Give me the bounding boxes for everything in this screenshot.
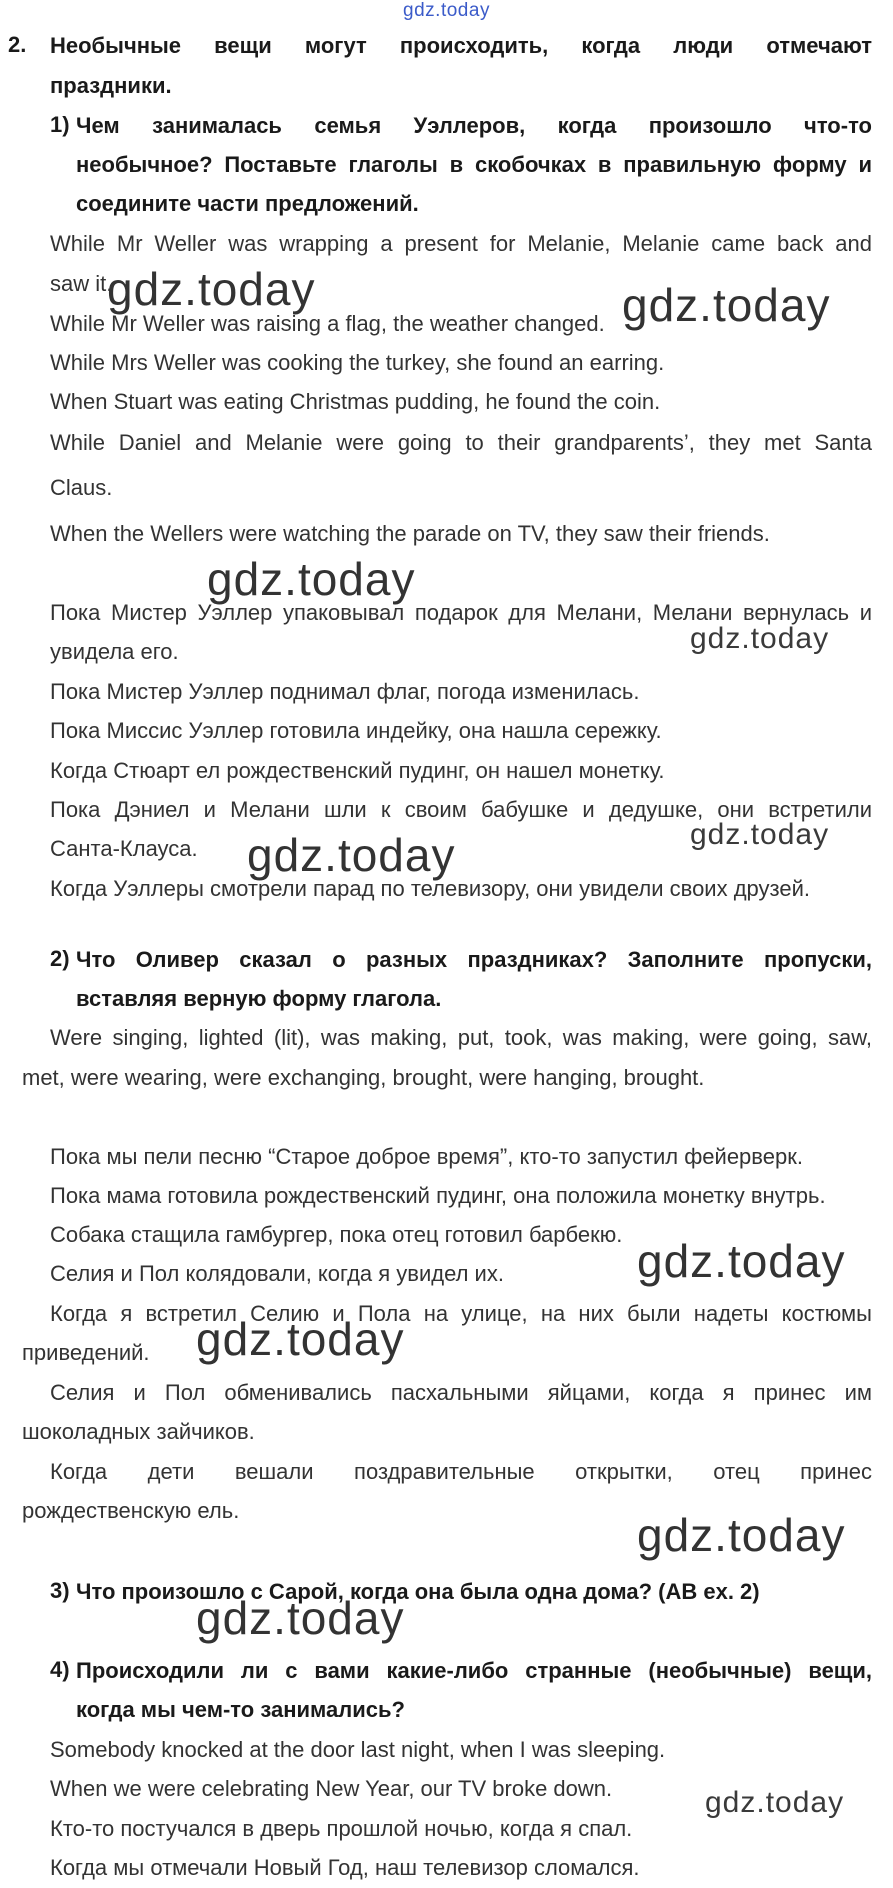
task2-ru-1: Пока мы пели песню “Старое доброе время”, кто-то запустил фейерверк.	[50, 1144, 803, 1169]
task1-en-3: While Mrs Weller was cooking the turkey, she found an earring.	[50, 350, 665, 375]
exercise-number: 2.	[8, 32, 27, 57]
task4-line2: когда мы чем-то занимались?	[76, 1697, 405, 1722]
watermark-2: gdz.today	[622, 279, 831, 331]
watermark-8: gdz.today	[196, 1313, 405, 1365]
task1-line1: Чем занималась семья Уэллеров, когда произошло что-то	[76, 113, 872, 138]
task1-ru-3: Пока Миссис Уэллер готовила индейку, она нашла сережку.	[50, 718, 662, 743]
task2-ru-2: Пока мама готовила рождественский пудинг, она положила монетку внутрь.	[50, 1183, 826, 1208]
task2-ru-3: Собака стащила гамбургер, пока отец готовил барбекю.	[50, 1222, 623, 1247]
task1-en-1b: saw it.	[50, 271, 113, 296]
task2-ru-6a: Селия и Пол обменивались пасхальными яйцами, когда я принес им	[50, 1380, 872, 1405]
task1-en-6: When the Wellers were watching the parade on TV, they saw their friends.	[50, 521, 770, 546]
task1-en-5b: Claus.	[50, 475, 113, 500]
task2-ru-5a: Когда я встретил Селию и Пола на улице, на них были надеты костюмы	[50, 1301, 872, 1326]
task2-line1: Что Оливер сказал о разных праздниках? Заполните пропуски,	[76, 947, 872, 972]
task1-line3: соедините части предложений.	[76, 191, 419, 216]
watermark-5: gdz.today	[690, 818, 830, 851]
header-watermark: gdz.today	[403, 0, 490, 21]
task1-en-4: When Stuart was eating Christmas pudding, he found the coin.	[50, 389, 661, 414]
watermark-11: gdz.today	[705, 1786, 845, 1819]
task1-ru-2: Пока Мистер Уэллер поднимал флаг, погода изменилась.	[50, 679, 640, 704]
task1-ru-1b: увидела его.	[50, 639, 179, 664]
task1-ru-6: Когда Уэллеры смотрели парад по телевизору, они увидели своих друзей.	[50, 876, 811, 901]
task1-ru-1a: Пока Мистер Уэллер упаковывал подарок для Мелани, Мелани вернулась и	[50, 600, 872, 625]
exercise-title-line2: праздники.	[50, 73, 172, 98]
task1-en-5a: While Daniel and Melanie were going to their grandparents’, they met Santa	[50, 430, 872, 455]
task2-line2: вставляя верную форму глагола.	[76, 986, 442, 1011]
task2-words-b: met, were wearing, were exchanging, brought, were hanging, brought.	[22, 1065, 705, 1090]
watermark-3: gdz.today	[207, 553, 416, 605]
task1-ru-5a: Пока Дэниел и Мелани шли к своим бабушке и дедушке, они встретили	[50, 797, 872, 822]
task1-ru-5b: Санта-Клауса.	[50, 836, 198, 861]
watermark-1: gdz.today	[107, 263, 316, 315]
task2-words-a: Were singing, lighted (lit), was making, put, took, was making, were going, saw,	[50, 1025, 872, 1050]
watermark-10: gdz.today	[196, 1592, 405, 1644]
task1-line2: необычное? Поставьте глаголы в скобочках в правильную форму и	[76, 152, 872, 177]
task2-ru-7b: рождественскую ель.	[22, 1498, 240, 1523]
task1-ru-4: Когда Стюарт ел рождественский пудинг, он нашел монетку.	[50, 758, 665, 783]
task4-en-2: When we were celebrating New Year, our TV broke down.	[50, 1776, 613, 1801]
watermark-7: gdz.today	[637, 1235, 846, 1287]
task1-en-1a: While Mr Weller was wrapping a present for Melanie, Melanie came back and	[50, 231, 872, 256]
task2-number: 2)	[50, 946, 70, 971]
task2-ru-6b: шоколадных зайчиков.	[22, 1419, 255, 1444]
task4-number: 4)	[50, 1657, 70, 1682]
task4-line1: Происходили ли с вами какие-либо странные (необычные) вещи,	[76, 1658, 872, 1683]
task2-ru-4: Селия и Пол колядовали, когда я увидел их.	[50, 1261, 504, 1286]
task2-ru-5b: приведений.	[22, 1340, 150, 1365]
task2-ru-7a: Когда дети вешали поздравительные открытки, отец принес	[50, 1459, 872, 1484]
exercise-title-line1: Необычные вещи могут происходить, когда люди отмечают	[50, 33, 872, 58]
task4-en-1: Somebody knocked at the door last night, when I was sleeping.	[50, 1737, 666, 1762]
task4-ru-2: Когда мы отмечали Новый Год, наш телевизор сломался.	[50, 1855, 640, 1880]
task1-en-2: While Mr Weller was raising a flag, the weather changed.	[50, 311, 605, 336]
task1-number: 1)	[50, 112, 70, 137]
watermark-4: gdz.today	[690, 622, 830, 655]
watermark-6: gdz.today	[247, 829, 456, 881]
watermark-9: gdz.today	[637, 1509, 846, 1561]
task3-line1: Что произошло с Сарой, когда она была одна дома? (AB ex. 2)	[76, 1579, 760, 1604]
task3-number: 3)	[50, 1578, 70, 1603]
task4-ru-1: Кто-то постучался в дверь прошлой ночью, когда я спал.	[50, 1816, 633, 1841]
